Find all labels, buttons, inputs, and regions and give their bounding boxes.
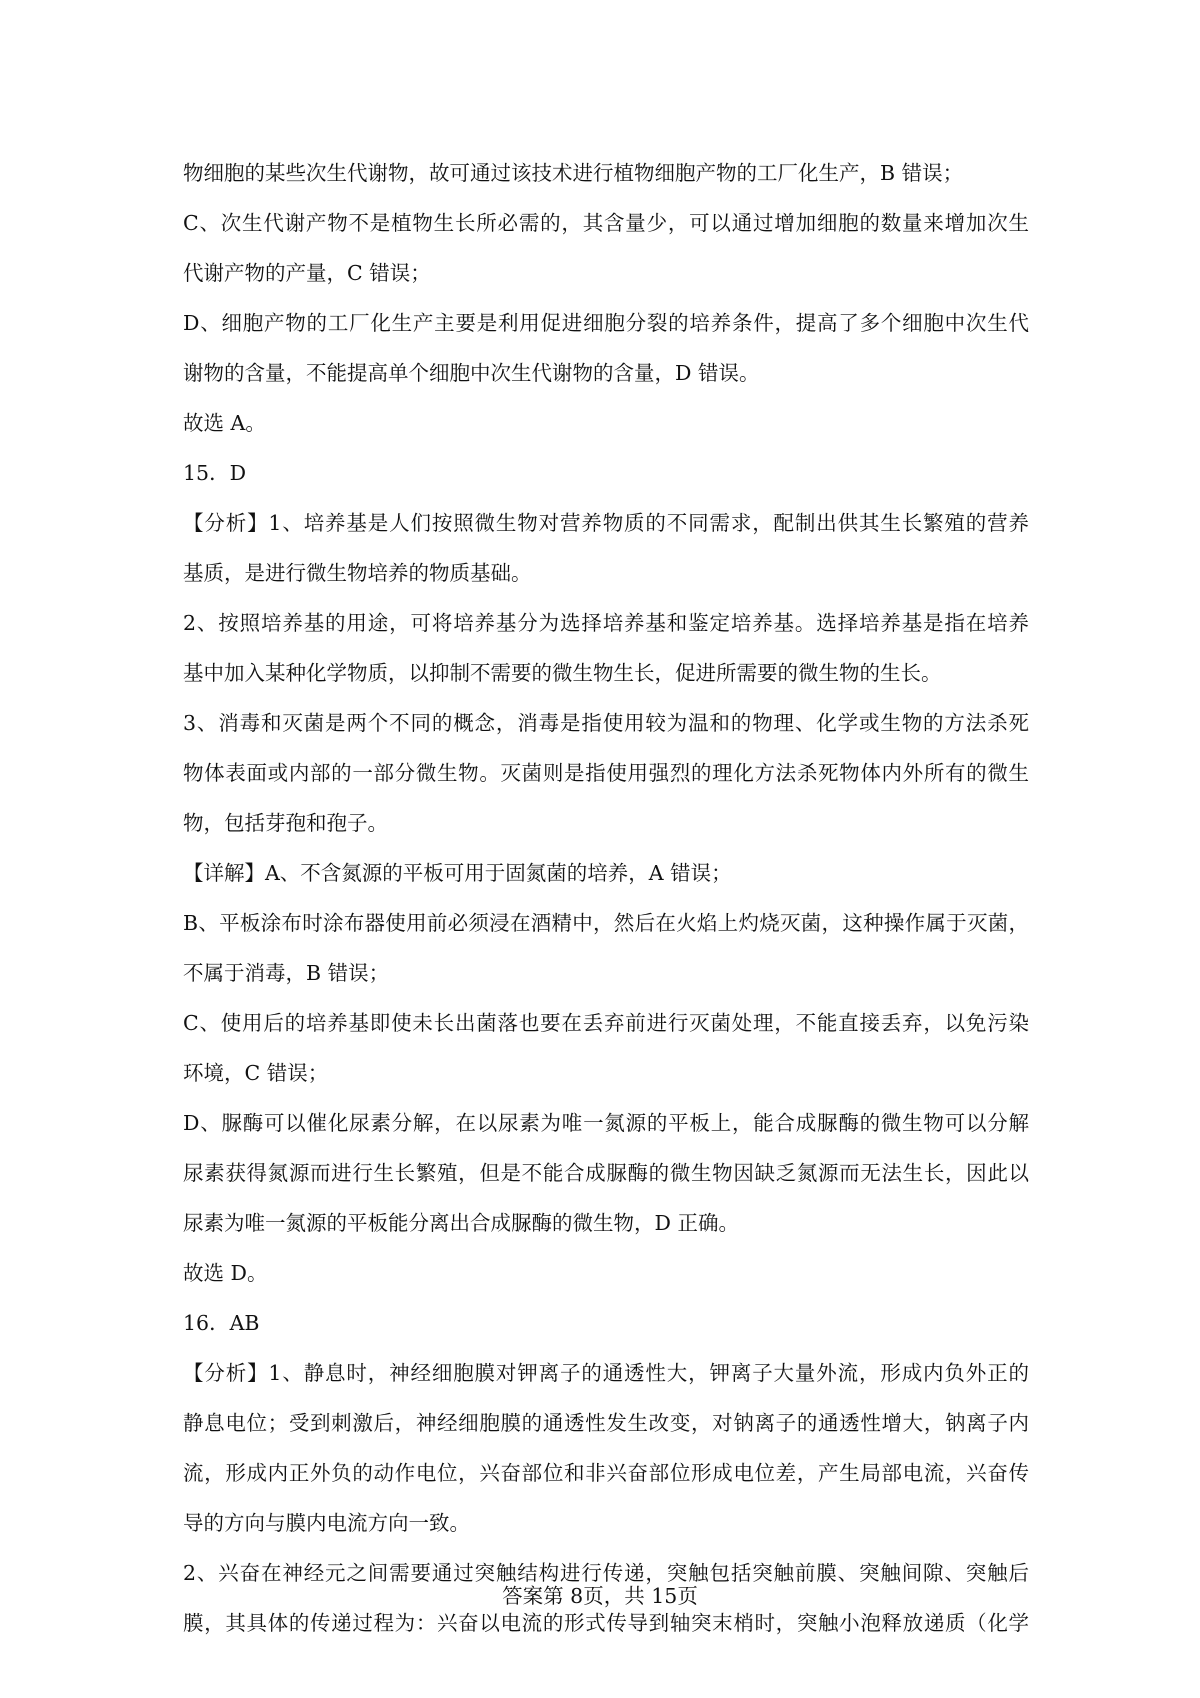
text-line: 基中加入某种化学物质，以抑制不需要的微生物生长，促进所需要的微生物的生长。 [183, 661, 942, 685]
text-line: 不属于消毒，B 错误； [183, 961, 390, 985]
text-line: 流，形成内正外负的动作电位，兴奋部位和非兴奋部位形成电位差，产生局部电流，兴奋传 [183, 1461, 1029, 1485]
text-line: 【分析】1、静息时，神经细胞膜对钾离子的通透性大，钾离子大量外流，形成内负外正的 [183, 1361, 1029, 1385]
text-line: 故选 D。 [183, 1261, 268, 1285]
page-footer: 答案第 8页，共 15页 [502, 1584, 698, 1608]
text-line: 物，包括芽孢和孢子。 [183, 811, 388, 835]
text-line: 基质，是进行微生物培养的物质基础。 [183, 561, 532, 585]
text-line: 导的方向与膜内电流方向一致。 [183, 1511, 470, 1535]
text-line: B、平板涂布时涂布器使用前必须浸在酒精中，然后在火焰上灼烧灭菌，这种操作属于灭菌， [183, 911, 1029, 935]
text-line: D、细胞产物的工厂化生产主要是利用促进细胞分裂的培养条件，提高了多个细胞中次生代 [183, 311, 1029, 335]
text-line: 尿素获得氮源而进行生长繁殖，但是不能合成脲酶的微生物因缺乏氮源而无法生长，因此以 [183, 1161, 1029, 1185]
text-line: 物体表面或内部的一部分微生物。灭菌则是指使用强烈的理化方法杀死物体内外所有的微生 [183, 761, 1029, 785]
text-line: 故选 A。 [183, 411, 266, 435]
text-line: 【详解】A、不含氮源的平板可用于固氮菌的培养，A 错误； [183, 861, 732, 885]
text-line: 2、按照培养基的用途，可将培养基分为选择培养基和鉴定培养基。选择培养基是指在培养 [183, 611, 1029, 635]
text-line: 物细胞的某些次生代谢物，故可通过该技术进行植物细胞产物的工厂化生产，B 错误； [183, 161, 964, 185]
text-line: 3、消毒和灭菌是两个不同的概念，消毒是指使用较为温和的物理、化学或生物的方法杀死 [183, 711, 1029, 735]
document-body [183, 148, 1029, 1648]
question-number: 15．D [183, 461, 247, 485]
text-line: 尿素为唯一氮源的平板能分离出合成脲酶的微生物，D 正确。 [183, 1211, 739, 1235]
text-line: 谢物的含量，不能提高单个细胞中次生代谢物的含量，D 错误。 [183, 361, 760, 385]
question-number: 16．AB [183, 1311, 260, 1335]
text-line: 环境，C 错误； [183, 1061, 329, 1085]
text-line: 膜，其具体的传递过程为：兴奋以电流的形式传导到轴突末梢时，突触小泡释放递质（化学 [183, 1611, 1029, 1635]
text-line: 代谢产物的产量，C 错误； [183, 261, 431, 285]
text-line: 2、兴奋在神经元之间需要通过突触结构进行传递，突触包括突触前膜、突触间隙、突触后 [183, 1561, 1029, 1585]
text-line: C、使用后的培养基即使未长出菌落也要在丢弃前进行灭菌处理，不能直接丢弃，以免污染 [183, 1011, 1029, 1035]
text-line: D、脲酶可以催化尿素分解，在以尿素为唯一氮源的平板上，能合成脲酶的微生物可以分解 [183, 1111, 1029, 1135]
text-line: C、次生代谢产物不是植物生长所必需的，其含量少，可以通过增加细胞的数量来增加次生 [183, 211, 1029, 235]
text-line: 【分析】1、培养基是人们按照微生物对营养物质的不同需求，配制出供其生长繁殖的营养 [183, 511, 1029, 535]
text-line: 静息电位；受到刺激后，神经细胞膜的通透性发生改变，对钠离子的通透性增大，钠离子内 [183, 1411, 1029, 1435]
